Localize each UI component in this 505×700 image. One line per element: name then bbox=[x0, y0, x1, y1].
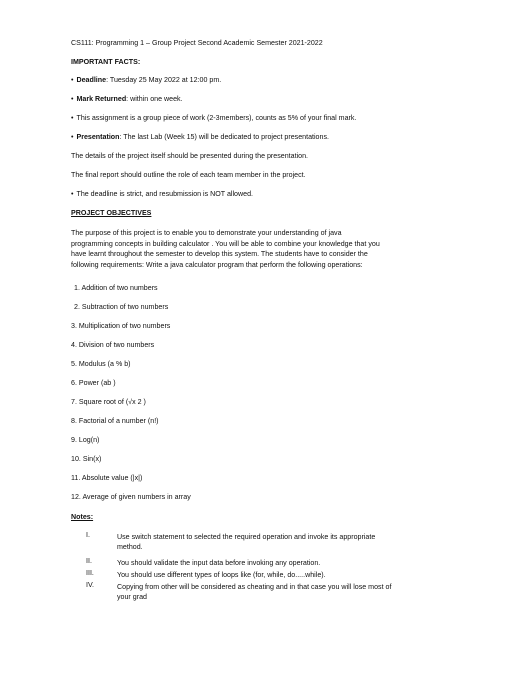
important-facts-heading: IMPORTANT FACTS: bbox=[71, 58, 141, 66]
bullet-icon: • bbox=[71, 114, 74, 122]
operation-item: 6. Power (ab ) bbox=[71, 379, 116, 387]
paragraph-line: The purpose of this project is to enable you to demonstrate your understanding of java bbox=[71, 229, 342, 237]
note-line: method. bbox=[117, 543, 143, 552]
operation-item: 5. Modulus (a % b) bbox=[71, 360, 131, 368]
note-text bbox=[117, 570, 462, 580]
note-line: You should validate the input data before invoking any operation. bbox=[117, 559, 321, 567]
mark-returned-text: : within one week. bbox=[126, 95, 183, 103]
note-line: Use switch statement to selected the required operation and invoke its appropriate bbox=[117, 533, 376, 541]
document-title: CS111: Programming 1 – Group Project Second Academic Semester 2021-2022 bbox=[71, 39, 323, 47]
operation-item: 1. Addition of two numbers bbox=[74, 284, 158, 292]
note-text bbox=[117, 532, 462, 553]
operation-item: 2. Subtraction of two numbers bbox=[74, 303, 169, 311]
deadline-item bbox=[71, 77, 221, 84]
presentation-text: : The last Lab (Week 15) will be dedicated to project presentations. bbox=[119, 133, 329, 141]
note-text bbox=[117, 582, 462, 603]
deadline-text: : Tuesday 25 May 2022 at 12:00 pm. bbox=[106, 76, 222, 84]
operation-item: 11. Absolute value (|x|) bbox=[71, 474, 143, 482]
operation-item: 10. Sin(x) bbox=[71, 455, 102, 463]
paragraph-line: programming concepts in building calculator . You will be able to combine your knowledge that you bbox=[71, 239, 380, 248]
operation-item: 4. Division of two numbers bbox=[71, 341, 155, 349]
paragraph-line: have learnt throughout the semester to develop this system. The students have to consider the bbox=[71, 250, 368, 259]
mark-returned-item bbox=[71, 96, 183, 103]
bullet-icon: • bbox=[71, 190, 74, 198]
paragraph-line: following requirements: Write a java calculator program that perform the following operations: bbox=[71, 261, 363, 270]
mark-returned-label: Mark Returned bbox=[76, 95, 127, 103]
operation-item: 3. Multiplication of two numbers bbox=[71, 322, 171, 330]
assignment-item bbox=[71, 115, 356, 122]
presentation-item bbox=[71, 134, 329, 141]
note-number: III. bbox=[86, 569, 94, 577]
bullet-icon: • bbox=[71, 133, 74, 141]
note-number: II. bbox=[86, 557, 92, 565]
objectives-heading: PROJECT OBJECTIVES bbox=[71, 209, 152, 217]
note-number: IV. bbox=[86, 581, 95, 589]
objectives-paragraph bbox=[71, 228, 451, 271]
strict-item bbox=[71, 191, 253, 198]
note-line: You should use different types of loops like (for, while, do.....while). bbox=[117, 571, 326, 579]
report-text: The final report should outline the role of each team member in the project. bbox=[71, 171, 306, 179]
notes-heading: Notes: bbox=[71, 513, 94, 521]
note-text bbox=[117, 558, 462, 568]
assignment-text: This assignment is a group piece of work (2-3members), counts as 5% of your final mark. bbox=[76, 114, 357, 122]
note-line: your grad bbox=[117, 593, 147, 602]
strict-text: The deadline is strict, and resubmission is NOT allowed. bbox=[76, 190, 253, 198]
presentation-label: Presentation bbox=[76, 133, 120, 141]
operation-item: 8. Factorial of a number (n!) bbox=[71, 417, 159, 425]
details-text: The details of the project itself should be presented during the presentation. bbox=[71, 152, 309, 160]
bullet-icon: • bbox=[71, 95, 74, 103]
deadline-label: Deadline bbox=[76, 76, 107, 84]
operation-item: 9. Log(n) bbox=[71, 436, 100, 444]
note-line: Copying from other will be considered as cheating and in that case you will lose most of bbox=[117, 583, 392, 591]
bullet-icon: • bbox=[71, 76, 74, 84]
operation-item: 7. Square root of (√x 2 ) bbox=[71, 398, 146, 406]
note-number: I. bbox=[86, 531, 90, 539]
operation-item: 12. Average of given numbers in array bbox=[71, 493, 191, 501]
